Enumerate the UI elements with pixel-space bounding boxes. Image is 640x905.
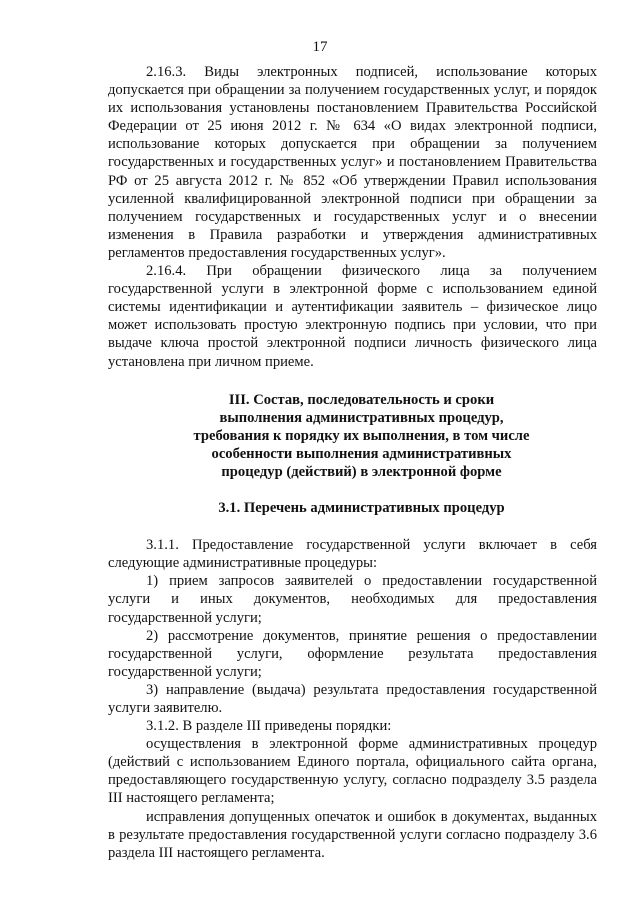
section-heading-line: выполнения административных процедур, bbox=[219, 409, 504, 426]
procedure-error-correction: исправления допущенных опечаток и ошибок в документах, выданных в результате предоставления государственной услуги согласно подразделу 3.6 раздела III настоящего регламента. bbox=[108, 808, 597, 861]
subsection-heading: 3.1. Перечень административных процедур bbox=[218, 500, 505, 517]
paragraph-2-16-4: 2.16.4. При обращении физического лица за получением государственной услуги в электронной форме с использованием единой системы идентификации и аутентификации заявитель – физическое лицо может использовать простую электронную подпись при условии, что при выдаче ключа простой электронной подписи личность физического лица установлена при личном приеме. bbox=[108, 263, 597, 370]
list-item-3: 3) направление (выдача) результата предоставления государственной услуги заявителю. bbox=[108, 681, 597, 716]
section-heading bbox=[108, 391, 597, 481]
section-heading-line: требования к порядку их выполнения, в том числе bbox=[193, 427, 530, 444]
section-heading-line: процедур (действий) в электронной форме bbox=[221, 463, 502, 480]
list-item-1: 1) прием запросов заявителей о предоставлении государственной услуги и иных документов, необходимых для предоставления государственной услуги; bbox=[108, 573, 597, 626]
list-item-2: 2) рассмотрение документов, принятие решения о предоставлении государственной услуги, оформление результата предоставления государственной услуги; bbox=[108, 627, 597, 680]
paragraph-2-16-3: 2.16.3. Виды электронных подписей, использование которых допускается при обращении за получением государственных услуг, и порядок их использования установлены постановлением Правительства Российской Федерации от 25 июня 2012 г. № 634 «О видах электронной подписи, использование которых допускается при обращении за получением государственных и государственных услуг» и постановлением Правительства РФ от 25 августа 2012 г. № 852 «Об утверждении Правил использования усиленной квалифицированной электронной подписи при обращении за получением государственных и государственных услуг и о внесении изменения в Правила разработки и утверждения административных регламентов предоставления государственных услуг». bbox=[108, 64, 597, 261]
procedure-electronic-form: осуществления в электронной форме административных процедур (действий с использованием Единого портала, официального сайта органа, предоставляющего государственную услугу, согласно подразделу 3.5 раздела III настоящего регламента; bbox=[108, 736, 597, 807]
document-body bbox=[108, 63, 597, 862]
section-heading-line: особенности выполнения административных bbox=[211, 445, 512, 462]
paragraph-3-1-2: 3.1.2. В разделе III приведены порядки: bbox=[146, 718, 392, 735]
page-number: 17 bbox=[312, 39, 328, 55]
section-heading-line: III. Состав, последовательность и сроки bbox=[228, 391, 495, 408]
paragraph-3-1-1: 3.1.1. Предоставление государственной услуги включает в себя следующие административные процедуры: bbox=[108, 537, 597, 572]
